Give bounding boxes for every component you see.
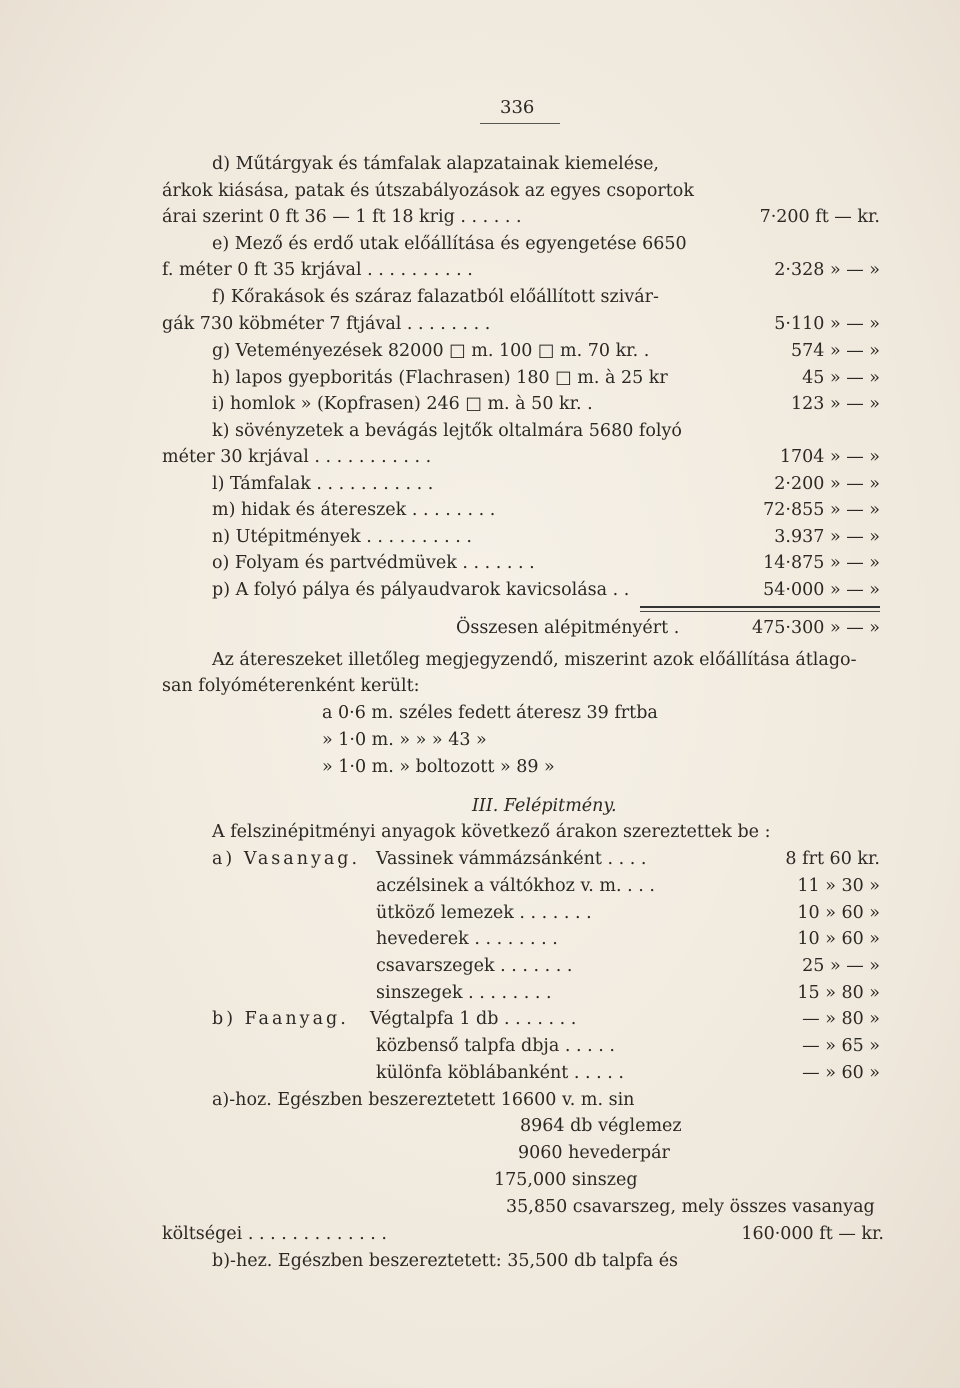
iron-item-price: 8 frt 60 kr.	[785, 849, 880, 869]
total-amount: 475·300 » — »	[752, 618, 880, 638]
item-k-amount: 1704 » — »	[779, 447, 880, 467]
item-k-line2: méter 30 krjával . . . . . . . . . . .	[162, 447, 432, 467]
page-number: 336	[500, 97, 535, 118]
iron-item-label: hevederek . . . . . . . .	[376, 929, 558, 949]
wood-item-label: különfa köblábanként . . . . .	[376, 1063, 624, 1083]
wood-item-label: Végtalpfa 1 db . . . . . . .	[370, 1009, 577, 1029]
summary-a-line: 8964 db véglemez	[520, 1116, 682, 1136]
summary-a-cost: 160·000 ft — kr.	[741, 1224, 884, 1244]
iron-item-price: 25 » — »	[802, 956, 880, 976]
total-rule-thick	[640, 606, 880, 608]
iron-item-label: ütköző lemezek . . . . . . .	[376, 903, 592, 923]
total-rule-thin	[640, 611, 880, 612]
item-d-line2: árkok kiásása, patak és útszabályozások az egyes csoportok	[162, 181, 694, 201]
item-m-line1: m) hidak és átereszek . . . . . . . .	[212, 500, 496, 520]
wood-item-label: közbenső talpfa dbja . . . . .	[376, 1036, 615, 1056]
iron-item-price: 15 » 80 »	[797, 983, 880, 1003]
summary-a-cost-label: költségei . . . . . . . . . . . . .	[162, 1224, 387, 1244]
item-d-line1: d) Műtárgyak és támfalak alapzatainak kiemelése,	[212, 154, 659, 174]
wood-item-price: — » 65 »	[802, 1036, 880, 1056]
wood-item-price: — » 60 »	[802, 1063, 880, 1083]
item-i-line1: i) homlok » (Kopfrasen) 246 □ m. à 50 kr. .	[212, 394, 593, 414]
iron-item-label: aczélsinek a váltókhoz v. m. . . .	[376, 876, 655, 896]
item-p-line1: p) A folyó pálya és pályaudvarok kavicsolása . .	[212, 580, 630, 600]
iron-item-label: sinszegek . . . . . . . .	[376, 983, 552, 1003]
iron-item-price: 11 » 30 »	[797, 876, 880, 896]
summary-a-line: 9060 hevederpár	[518, 1143, 670, 1163]
item-o-line1: o) Folyam és partvédmüvek . . . . . . .	[212, 553, 535, 573]
item-n-amount: 3.937 » — »	[774, 527, 880, 547]
item-f-line2: gák 730 köbméter 7 ftjával . . . . . . . .	[162, 314, 491, 334]
section-title: III. Felépitmény.	[472, 796, 617, 816]
item-g-line1: g) Veteményezések 82000 □ m. 100 □ m. 70 kr. .	[212, 341, 650, 361]
item-k-line1: k) sövényzetek a bevágás lejtők oltalmára 5680 folyó	[212, 421, 682, 441]
item-d-line3: árai szerint 0 ft 36 — 1 ft 18 krig . . . . . .	[162, 207, 522, 227]
item-n-line1: n) Utépitmények . . . . . . . . . .	[212, 527, 472, 547]
summary-a-line: 175,000 sinszeg	[494, 1170, 638, 1190]
item-m-amount: 72·855 » — »	[763, 500, 880, 520]
summary-b-line: b)-hez. Egészben beszereztetett: 35,500 db talpfa és	[212, 1251, 679, 1271]
item-e-line1: e) Mező és erdő utak előállítása és egyengetése 6650	[212, 234, 687, 254]
page-number-rule	[480, 123, 560, 124]
item-f-amount: 5·110 » — »	[774, 314, 880, 334]
iron-item-label: csavarszegek . . . . . . .	[376, 956, 573, 976]
summary-a-line1: a)-hoz. Egészben beszereztetett 16600 v. m. sin	[212, 1090, 635, 1110]
iron-item-price: 10 » 60 »	[797, 929, 880, 949]
iron-item-label: Vassinek vámmázsánként . . . .	[376, 849, 647, 869]
item-o-amount: 14·875 » — »	[763, 553, 880, 573]
item-f-line1: f) Kőrakások és száraz falazatból előállított szivár-	[212, 287, 659, 307]
item-p-amount: 54·000 » — »	[763, 580, 880, 600]
prices-intro: A felszinépitményi anyagok következő árakon szereztettek be :	[212, 822, 771, 842]
item-h-amount: 45 » — »	[802, 368, 880, 388]
summary-a-line: 35,850 csavarszeg, mely összes vasanyag	[506, 1197, 875, 1217]
item-l-line1: l) Támfalak . . . . . . . . . . .	[212, 474, 434, 494]
iron-item-price: 10 » 60 »	[797, 903, 880, 923]
total-label: Összesen alépitményért .	[456, 618, 680, 638]
item-i-amount: 123 » — »	[790, 394, 880, 414]
item-e-line2: f. méter 0 ft 35 krjával . . . . . . . . . .	[162, 260, 473, 280]
iron-heading: a) Vasanyag.	[212, 849, 361, 869]
culvert-row: a 0·6 m. széles fedett áteresz 39 frtba	[322, 703, 658, 723]
item-h-line1: h) lapos gyepboritás (Flachrasen) 180 □ m. à 25 kr	[212, 368, 668, 388]
item-l-amount: 2·200 » — »	[774, 474, 880, 494]
item-e-amount: 2·328 » — »	[774, 260, 880, 280]
wood-heading: b) Faanyag.	[212, 1009, 349, 1029]
culvert-row: » 1·0 m. » » » 43 »	[322, 730, 487, 750]
wood-item-price: — » 80 »	[802, 1009, 880, 1029]
item-d-amount: 7·200 ft — kr.	[759, 207, 880, 227]
culvert-intro-line2: san folyóméterenként került:	[162, 676, 420, 696]
item-g-amount: 574 » — »	[790, 341, 880, 361]
culvert-intro-line1: Az átereszeket illetőleg megjegyzendő, miszerint azok előállítása átlago-	[212, 650, 857, 670]
culvert-row: » 1·0 m. » boltozott » 89 »	[322, 757, 555, 777]
